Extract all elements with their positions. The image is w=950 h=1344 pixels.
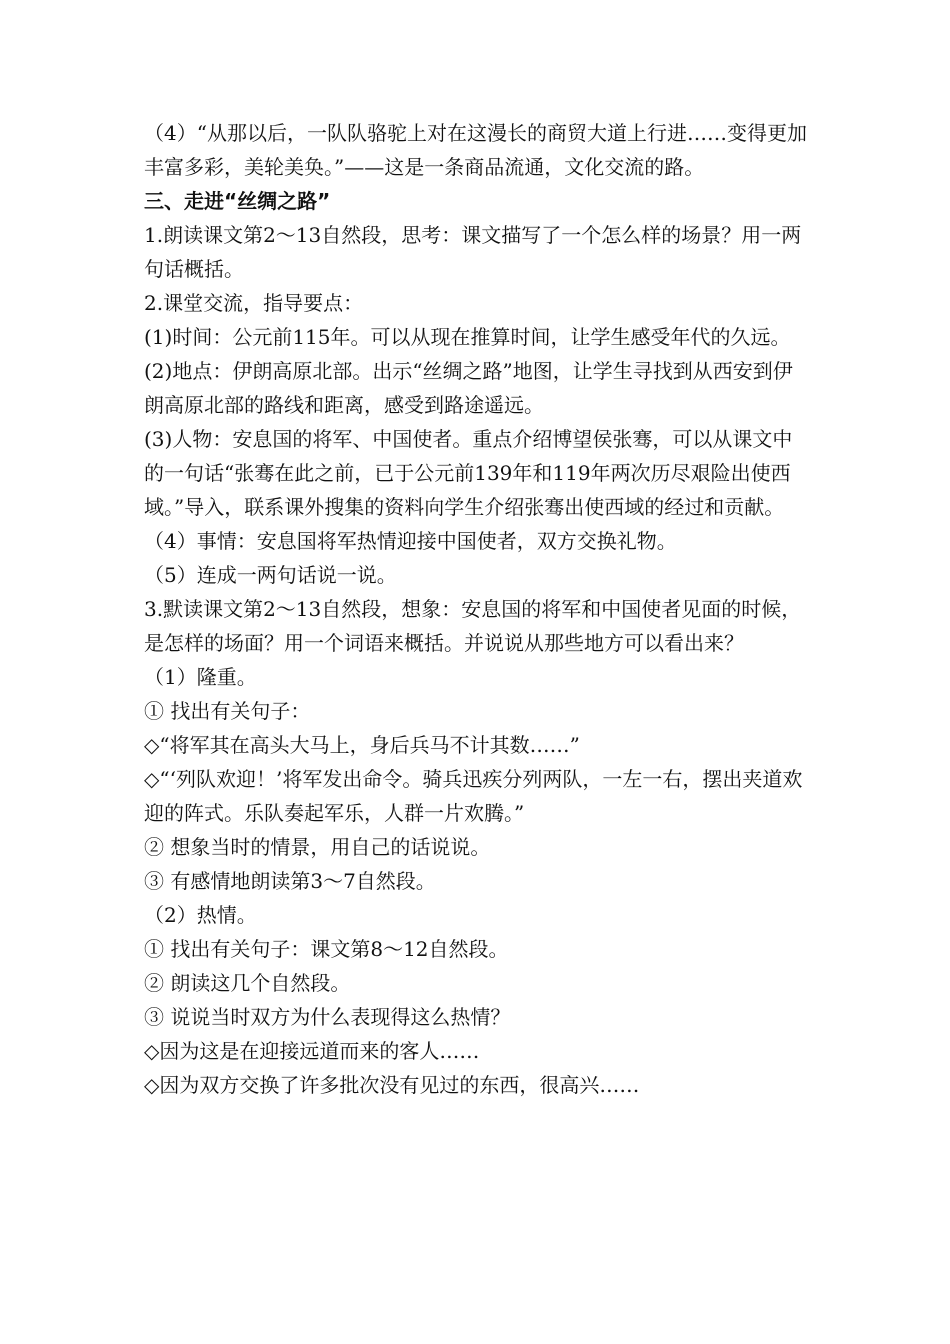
paragraph-road-of-trade: （4）“从那以后，一队队骆驼上对在这漫长的商贸大道上行进……变得更加丰富多彩，美轮美奂。”——这是一条商品流通，文化交流的路。 — [144, 121, 807, 179]
paragraph-summary: （5）连成一两句话说一说。 — [144, 563, 397, 587]
answer-guests: ◇因为这是在迎接远道而来的客人…… — [144, 1039, 480, 1063]
paragraph-step-1: 1.朗读课文第2～13自然段，思考：课文描写了一个怎么样的场景？用一两句话概括。 — [144, 223, 802, 281]
list-item-imagine-scene: ② 想象当时的情景，用自己的话说说。 — [144, 835, 491, 859]
list-item-find-sentences: ① 找出有关句子： — [144, 699, 311, 723]
quote-general-on-horse: ◇“将军其在高头大马上，身后兵马不计其数……” — [144, 733, 580, 757]
list-item-read-aloud: ③ 有感情地朗读第3～7自然段。 — [144, 869, 436, 893]
paragraph-warm: （2）热情。 — [144, 903, 257, 927]
paragraph-event: （4）事情：安息国将军热情迎接中国使者，双方交换礼物。 — [144, 529, 677, 553]
section-heading-silk-road: 三、走进“丝绸之路” — [144, 189, 331, 213]
paragraph-place: (2)地点：伊朗高原北部。出示“丝绸之路”地图，让学生寻找到从西安到伊朗高原北部的路线和距离，感受到路途遥远。 — [144, 359, 793, 417]
answer-exchange: ◇因为双方交换了许多批次没有见过的东西，很高兴…… — [144, 1073, 640, 1097]
list-item-find-sentences-2: ① 找出有关句子：课文第8～12自然段。 — [144, 937, 509, 961]
document-body — [144, 116, 812, 1102]
paragraph-time: (1)时间：公元前115年。可以从现在推算时间，让学生感受年代的久远。 — [144, 325, 791, 349]
list-item-discuss-why: ③ 说说当时双方为什么表现得这么热情？ — [144, 1005, 511, 1029]
quote-line-up-welcome: ◇“‘列队欢迎！’将军发出命令。骑兵迅疾分列两队，一左一右，摆出夹道欢迎的阵式。乐队奏起军乐，人群一片欢腾。” — [144, 767, 803, 825]
paragraph-step-3: 3.默读课文第2～13自然段，想象：安息国的将军和中国使者见面的时候，是怎样的场面？用一个词语来概括。并说说从那些地方可以看出来？ — [144, 597, 802, 655]
paragraph-grand: （1）隆重。 — [144, 665, 257, 689]
paragraph-people: (3)人物：安息国的将军、中国使者。重点介绍博望侯张骞，可以从课文中的一句话“张骞在此之前，已于公元前139年和119年两次历尽艰险出使西域。”导入，联系课外搜集的资料向学生介绍张骞出使西域的经过和贡献。 — [144, 427, 793, 519]
list-item-read-paragraphs: ② 朗读这几个自然段。 — [144, 971, 351, 995]
paragraph-step-2: 2.课堂交流，指导要点： — [144, 291, 364, 315]
